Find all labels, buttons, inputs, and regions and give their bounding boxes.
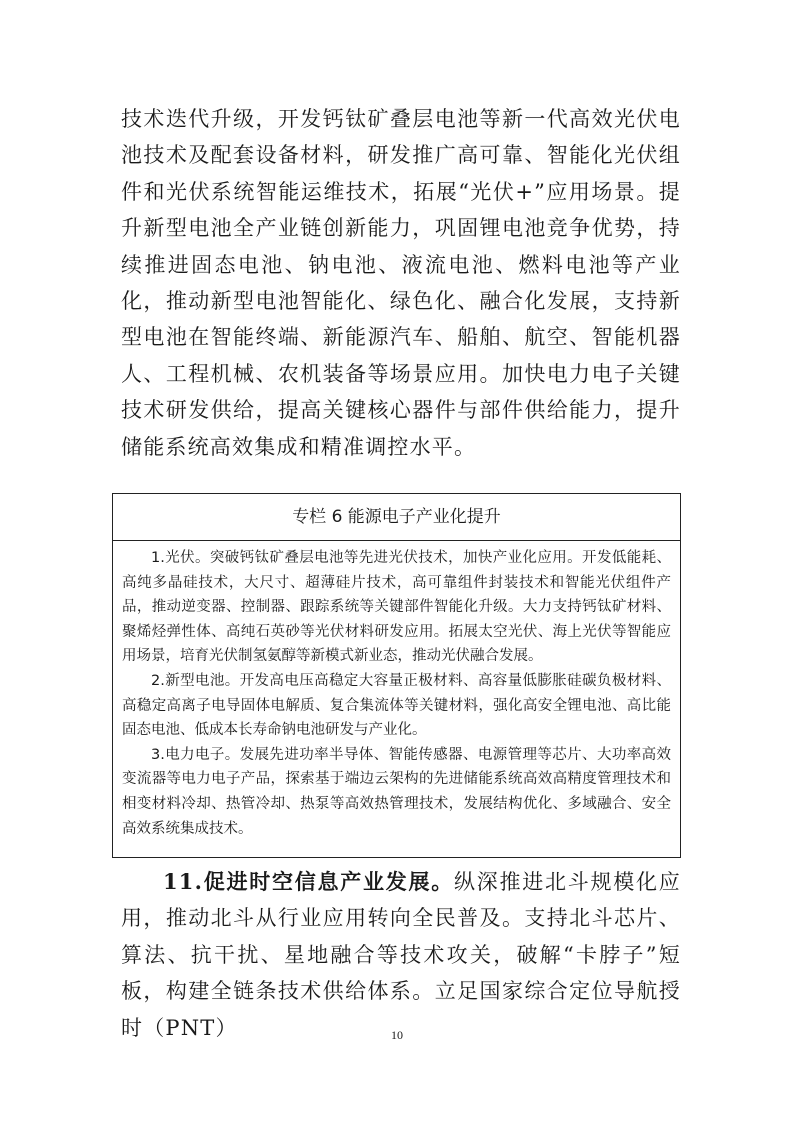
page-number: 10 (391, 1028, 403, 1042)
column-item-text: 发展先进功率半导体、智能传感器、电源管理等芯片、大功率高效变流器等电力电子产品，探索基于端边云架构的先进储能系统高效高精度管理技术和相变材料冷却、热管冷却、热泵等高效热管理技术，发展结构优化、多域融合、安全高效系统集成技术。 (122, 746, 671, 837)
column-box (112, 493, 681, 858)
column-item-heading: 1.光伏。 (151, 550, 210, 566)
section-text: 纵深推进北斗规模化应用，推动北斗从行业应用转向全民普及。支持北斗芯片、算法、抗干扰、星地融合等技术攻关，破解“卡脖子”短板，构建全链条技术供给体系。立足国家综合定位导航授时（PNT） (121, 870, 681, 1040)
section-paragraph (121, 864, 681, 1046)
column-box-body (113, 541, 680, 841)
section-heading: 11.促进时空信息产业发展。 (163, 869, 454, 894)
column-item-heading: 3.电力电子。 (151, 746, 240, 763)
column-item-text: 突破钙钛矿叠层电池等先进光伏技术，加快产业化应用。开发低能耗、高纯多晶硅技术，大尺寸、超薄硅片技术，高可靠组件封装技术和智能光伏组件产品，推动逆变器、控制器、跟踪系统等关键部件智能化升级。大力支持钙钛矿材料、聚烯烃弹性体、高纯石英砂等光伏材料研发应用。拓展太空光伏、海上光伏等智能应用场景，培育光伏制氢氨醇等新模式新业态，推动光伏融合发展。 (122, 550, 671, 665)
column-item-text: 开发高电压高稳定大容量正极材料、高容量低膨胀硅碳负极材料、高稳定高离子电导固体电解质、复合集流体等关键材料，强化高安全锂电池、高比能固态电池、低成本长寿命钠电池研发与产业化。 (122, 672, 671, 739)
column-item-heading: 2.新型电池。 (151, 672, 240, 689)
column-item-new-battery (122, 669, 671, 743)
column-item-photovoltaic (122, 546, 671, 669)
intro-paragraph: 技术迭代升级，开发钙钛矿叠层电池等新一代高效光伏电池技术及配套设备材料，研发推广高可靠、智能化光伏组件和光伏系统智能运维技术，拓展“光伏+”应用场景。提升新型电池全产业链创新能力，巩固锂电池竞争优势，持续推进固态电池、钠电池、液流电池、燃料电池等产业化，推动新型电池智能化、绿色化、融合化发展，支持新型电池在智能终端、新能源汽车、船舶、航空、智能机器人、工程机械、农机装备等场景应用。加快电力电子关键技术研发供给，提高关键核心器件与部件供给能力，提升储能系统高效集成和精准调控水平。 (121, 107, 681, 459)
column-box-title: 专栏 6 能源电子产业化提升 (113, 494, 680, 541)
column-item-power-electronics (122, 743, 671, 841)
